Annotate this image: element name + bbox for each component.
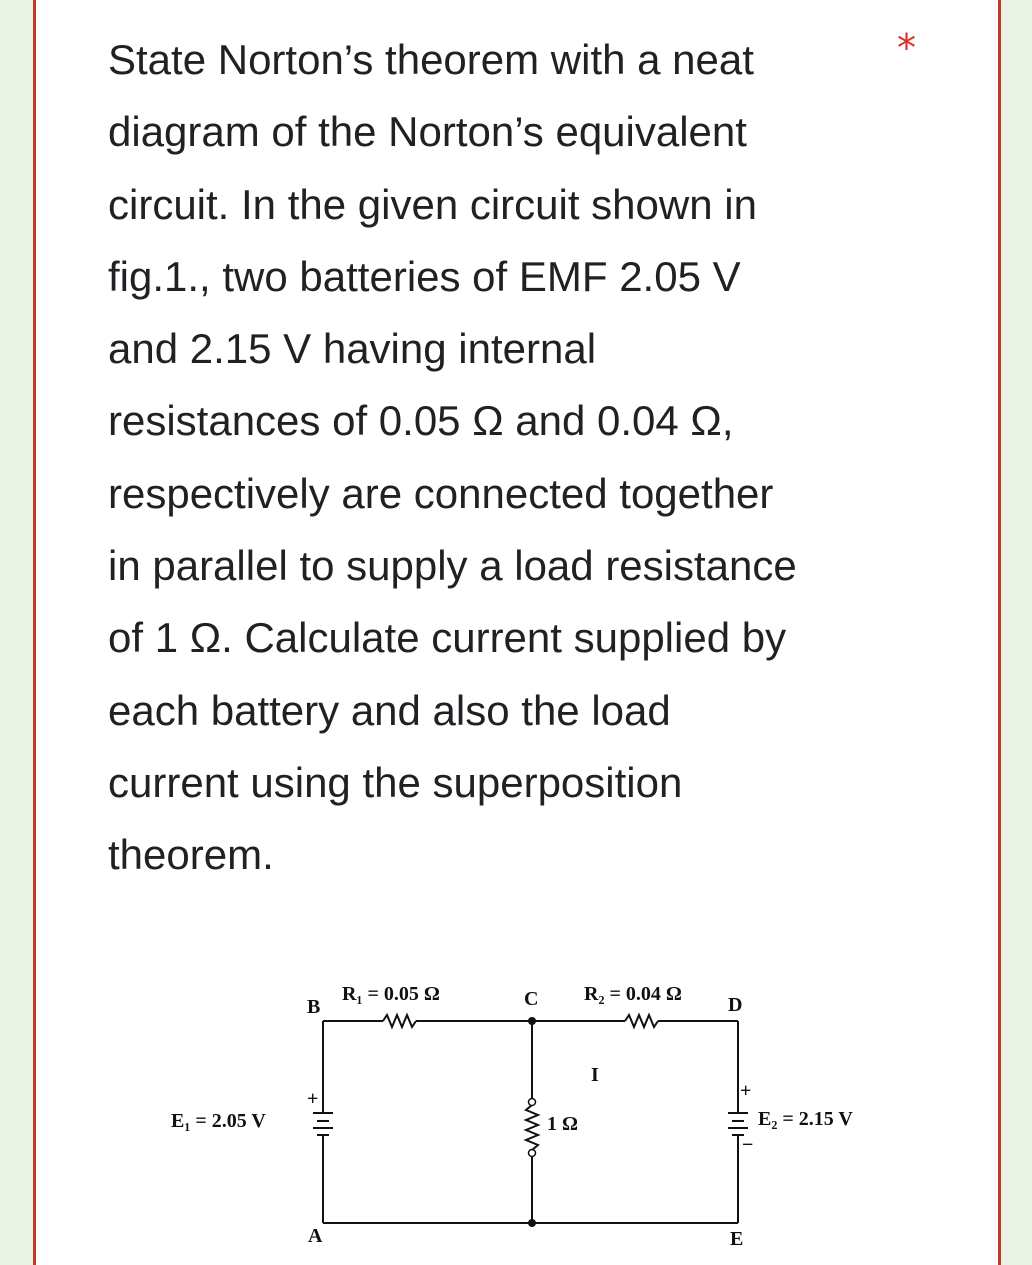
load-label: 1 Ω [547, 1113, 579, 1135]
question-line: fig.1., two batteries of EMF 2.05 V [108, 252, 741, 300]
junction-dot-icon [528, 1017, 536, 1025]
question-line: State Norton’s theorem with a neat [108, 36, 754, 83]
e2-label: E₂ = 2.15 V [758, 1108, 853, 1130]
battery-e1-icon [313, 1113, 333, 1135]
node-e-label: E [730, 1228, 744, 1250]
circuit-figure [150, 965, 890, 1255]
current-label: I [591, 1064, 599, 1086]
node-b-label: B [307, 996, 321, 1018]
r2-label: R₂ = 0.04 Ω [584, 983, 682, 1005]
node-d-label: D [728, 994, 743, 1016]
question-line: and 2.15 V having internal [108, 325, 597, 373]
question-line: circuit. In the given circuit shown in [108, 180, 757, 228]
question-line: of 1 Ω. Calculate current supplied by [108, 614, 787, 662]
plus-sign-right: + [740, 1080, 752, 1102]
question-line: resistances of 0.05 Ω and 0.04 Ω, [108, 397, 734, 445]
node-a-label: A [308, 1225, 323, 1247]
terminal-icon [529, 1150, 536, 1157]
node-c-label: C [524, 988, 539, 1010]
question-line: current using the superposition [108, 758, 683, 806]
r1-label: R₁ = 0.05 Ω [342, 983, 440, 1005]
junction-dot-icon [528, 1219, 536, 1227]
question-text [108, 24, 908, 892]
minus-sign-right: − [742, 1134, 754, 1156]
question-line: theorem. [108, 831, 274, 879]
terminal-icon [529, 1099, 536, 1106]
e1-label: E₁ = 2.05 V [171, 1110, 266, 1132]
question-line: in parallel to supply a load resistance [108, 542, 797, 590]
required-asterisk-icon: * [897, 26, 916, 70]
question-line: diagram of the Norton’s equivalent [108, 108, 747, 156]
question-line: each battery and also the load [108, 686, 671, 734]
plus-sign-left: + [307, 1088, 319, 1110]
battery-e2-icon [728, 1113, 748, 1135]
question-line: respectively are connected together [108, 469, 774, 517]
circuit-wires [323, 1015, 738, 1223]
